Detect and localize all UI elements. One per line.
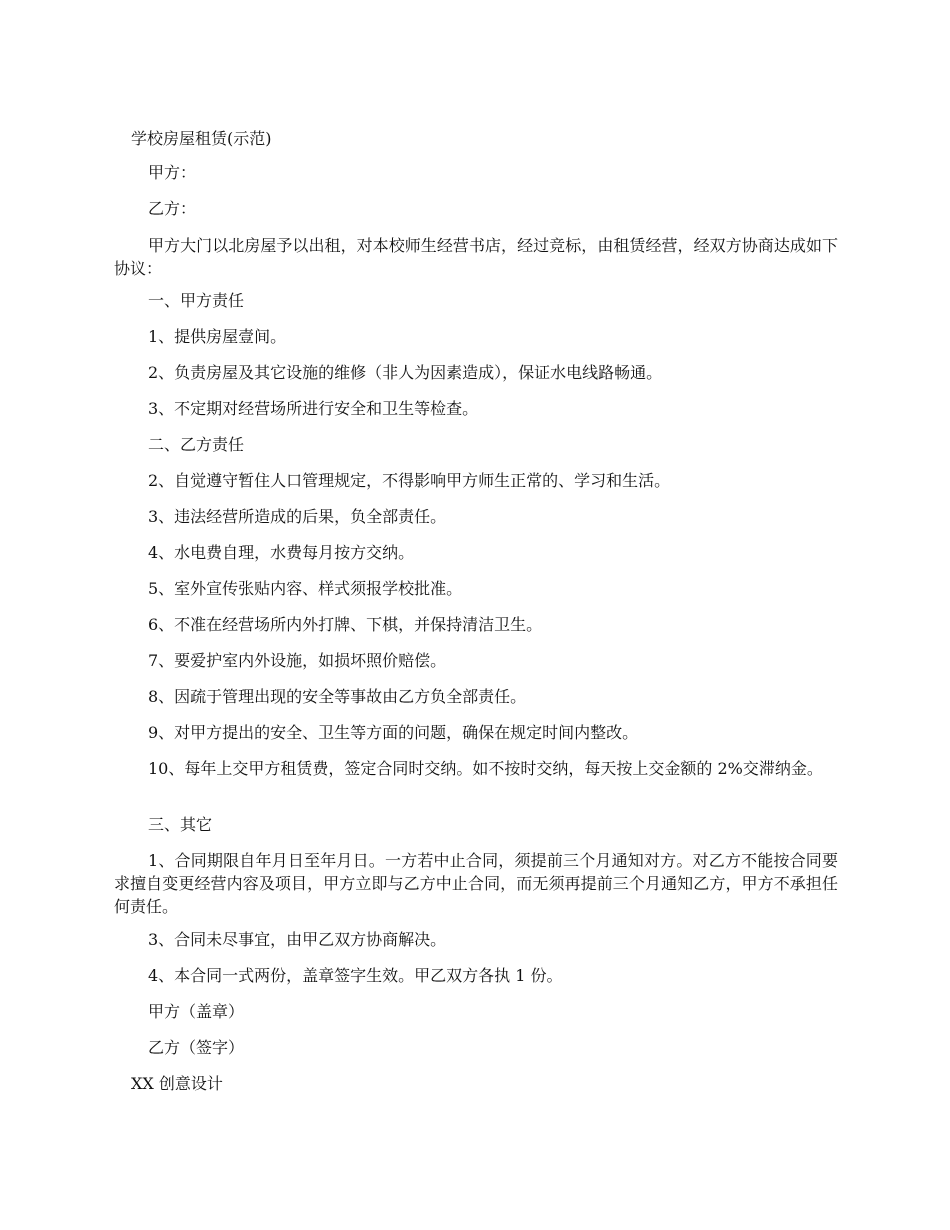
clause-item: 5、室外宣传张贴内容、样式须报学校批准。 [148,579,463,598]
clause-item: 4、本合同一式两份，盖章签字生效。甲乙双方各执 1 份。 [148,966,563,985]
clause-item-10: 10、每年上交甲方租赁费，签定合同时交纳。如不按时交纳，每天按上交金额的 2%交滞纳金。 [148,759,823,778]
signature-party-a: 甲方（盖章） [148,1002,245,1021]
clause-item: 3、不定期对经营场所进行安全和卫生等检查。 [148,399,479,418]
clause-item: 8、因疏于管理出现的安全等事故由乙方负全部责任。 [148,687,527,706]
clause-term-paragraph: 1、合同期限自年月日至年月日。一方若中止合同，须提前三个月通知对方。对乙方不能按合同要求擅自变更经营内容及项目，甲方立即与乙方中止合同，而无须再提前三个月通知乙方，甲方不承担任何责任。 [114,851,838,916]
clause-item: 3、违法经营所造成的后果，负全部责任。 [148,507,447,526]
clause-item: 4、水电费自理，水费每月按方交纳。 [148,543,415,562]
document-title: 学校房屋租赁(示范) [131,129,272,148]
signature-party-b: 乙方（签字） [148,1038,245,1057]
clause-item: 6、不准在经营场所内外打牌、下棋，并保持清洁卫生。 [148,615,543,634]
section-heading-party-b: 二、乙方责任 [148,435,245,454]
clause-item: 7、要爱护室内外设施，如损坏照价赔偿。 [148,651,447,670]
section-heading-party-a: 一、甲方责任 [148,291,245,310]
clause-item: 2、负责房屋及其它设施的维修（非人为因素造成），保证水电线路畅通。 [148,363,663,382]
clause-item: 2、自觉遵守暂住人口管理规定，不得影响甲方师生正常的、学习和生活。 [148,471,671,490]
party-a-label: 甲方： [148,163,197,182]
intro-paragraph: 甲方大门以北房屋予以出租，对本校师生经营书店，经过竞标，由租赁经营，经双方协商达成如下协议： [114,236,838,278]
clause-item: 9、对甲方提出的安全、卫生等方面的问题，确保在规定时间内整改。 [148,723,639,742]
clause-item: 1、提供房屋壹间。 [148,327,287,346]
section-heading-other: 三、其它 [148,815,213,834]
clause-item: 3、合同未尽事宜，由甲乙双方协商解决。 [148,930,447,949]
footer-brand: XX 创意设计 [131,1074,223,1093]
party-b-label: 乙方： [148,199,197,218]
